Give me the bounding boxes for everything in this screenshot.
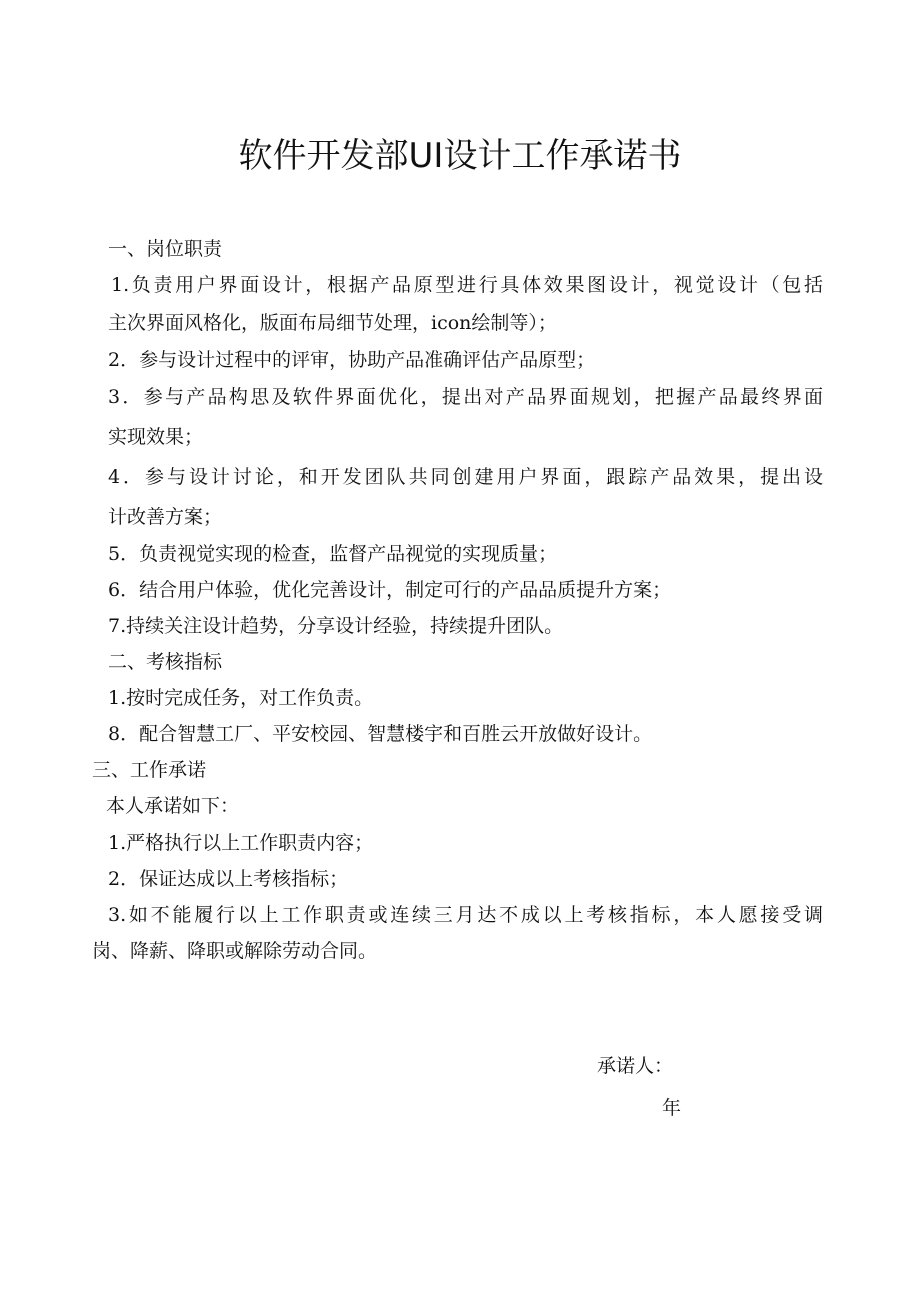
section-heading-duties: 一、岗位职责 — [108, 238, 223, 260]
assessment-item-2: 8．配合智慧工厂、平安校园、智慧楼宇和百胜云开放做好设计。 — [108, 723, 653, 745]
commitment-item-1: 1.严格执行以上工作职责内容； — [108, 832, 374, 854]
signature-year-label: 年 — [662, 1097, 682, 1119]
commitment-item-3-line-2: 岗、降薪、降职或解除劳动合同。 — [92, 940, 378, 962]
duty-item-3-line-2: 实现效果； — [108, 426, 204, 448]
document-title: 软件开发部UI设计工作承诺书 — [238, 136, 682, 176]
duty-item-7: 7.持续关注设计趋势，分享设计经验，持续提升团队。 — [108, 615, 564, 637]
duty-item-1-line-2: 主次界面风格化，版面布局细节处理，icon绘制等）； — [108, 312, 557, 334]
duty-item-6: 6．结合用户体验，优化完善设计，制定可行的产品品质提升方案； — [108, 579, 672, 601]
commitment-item-2: 2．保证达成以上考核指标； — [108, 868, 349, 890]
signature-promiser-label: 承诺人： — [597, 1055, 674, 1077]
duty-item-4-line-2: 计改善方案； — [108, 506, 223, 528]
section-heading-commitment: 三、工作承诺 — [92, 759, 207, 781]
section-heading-assessment: 二、考核指标 — [108, 651, 223, 673]
duty-item-1-line-1: 1.负责用户界面设计，根据产品原型进行具体效果图设计，视觉设计（包括 — [111, 274, 823, 296]
duty-item-2: 2．参与设计过程中的评审，协助产品准确评估产品原型； — [108, 349, 596, 371]
duty-item-4-line-1: 4．参与设计讨论，和开发团队共同创建用户界面，跟踪产品效果，提出设 — [108, 466, 823, 488]
commitment-item-3-line-1: 3.如不能履行以上工作职责或连续三月达不成以上考核指标，本人愿接受调 — [108, 904, 823, 926]
duty-item-5: 5．负责视觉实现的检查，监督产品视觉的实现质量； — [108, 543, 558, 565]
assessment-item-1: 1.按时完成任务，对工作负责。 — [108, 687, 374, 709]
commitment-intro: 本人承诺如下： — [106, 795, 240, 817]
duty-item-3-line-1: 3．参与产品构思及软件界面优化，提出对产品界面规划，把握产品最终界面 — [108, 386, 823, 408]
